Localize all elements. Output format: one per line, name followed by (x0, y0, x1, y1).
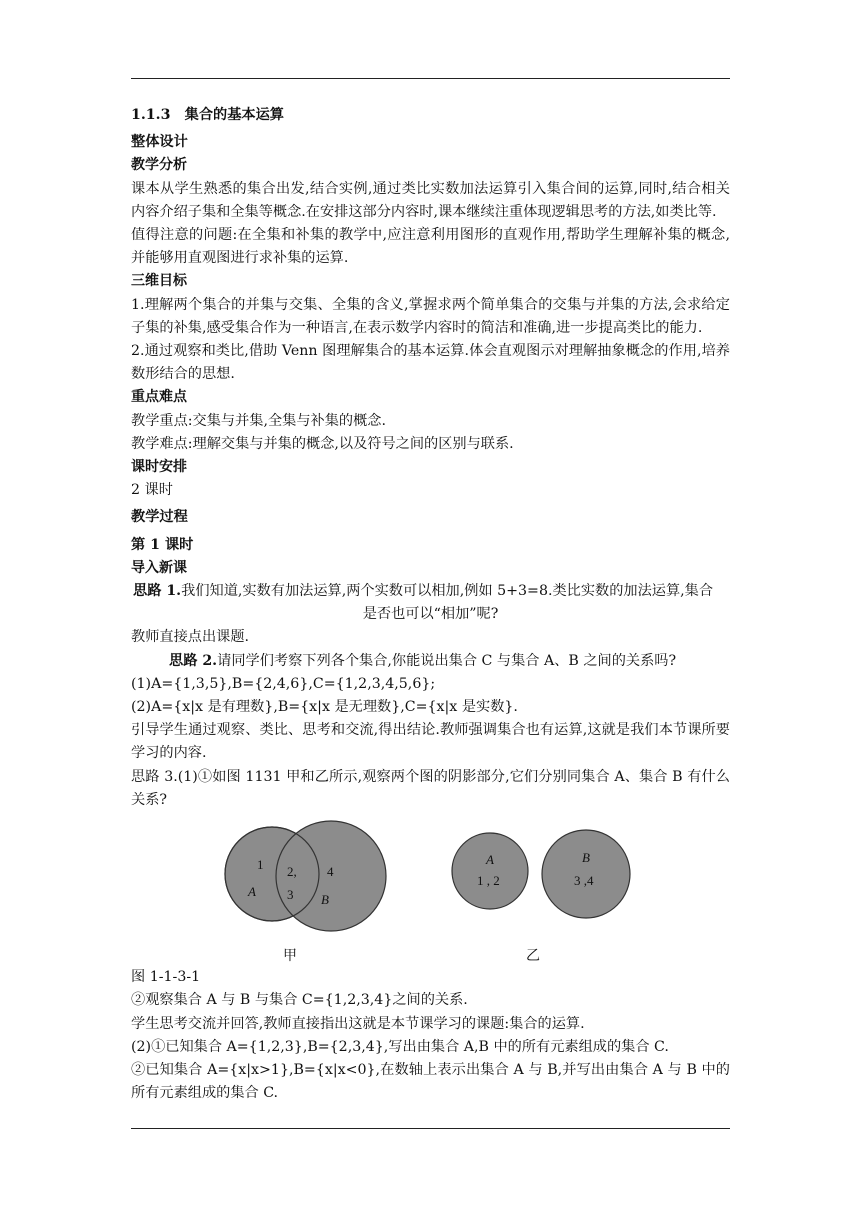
venn-left-a-name: A (248, 884, 256, 900)
goals-heading: 三维目标 (131, 273, 187, 290)
venn-left-b-name: B (321, 892, 329, 908)
idea-1 (131, 580, 730, 603)
idea-1-label: 思路 1. (133, 583, 182, 600)
idea-2-item-2: (2)A={x|x 是有理数},B={x|x 是无理数},C={x|x 是实数}. (131, 699, 518, 716)
after-figure-paragraph-2: 学生思考交流并回答,教师直接指出这就是本节课学习的课题:集合的运算. (131, 1015, 585, 1032)
idea-1-text: 我们知道,实数有加法运算,两个实数可以相加,例如 5+3=8.类比实数的加法运算,集合 (181, 583, 714, 600)
idea-2-item-1: (1)A={1,3,5},B={2,4,6},C={1,2,3,4,5,6}; (131, 675, 436, 692)
lesson-title: 第 1 课时 (131, 536, 194, 553)
analysis-heading: 教学分析 (131, 157, 187, 174)
venn-diagram (131, 816, 730, 966)
after-figure-paragraph-1: ②观察集合 A 与 B 与集合 C={1,2,3,4}之间的关系. (131, 992, 468, 1009)
key-points-paragraph-2: 教学难点:理解交集与并集的概念,以及符号之间的区别与联系. (131, 435, 514, 452)
key-points-heading: 重点难点 (131, 389, 187, 406)
venn-figure (131, 816, 730, 966)
venn-right-b-name: B (582, 850, 590, 866)
key-points-paragraph-1: 教学重点:交集与并集,全集与补集的概念. (131, 412, 386, 429)
venn-right-circle-a (452, 833, 528, 909)
goals-paragraph-2: 2.通过观察和类比,借助 Venn 图理解集合的基本运算.体会直观图示对理解抽象概念的作用,培养数形结合的思想. (131, 343, 730, 383)
venn-label-right: 乙 (526, 948, 540, 965)
after-figure-paragraph-3: (2)①已知集合 A={1,2,3},B={2,3,4},写出由集合 A,B 中的所有元素组成的集合 C. (131, 1038, 669, 1055)
venn-left-mid-2: 3 (287, 887, 294, 903)
schedule-heading: 课时安排 (131, 459, 187, 476)
idea-1-continuation: 是否也可以“相加”呢? (362, 606, 499, 623)
idea-2-text: 请同学们考察下列各个集合,你能说出集合 C 与集合 A、B 之间的关系吗? (217, 652, 677, 669)
document-body (131, 100, 730, 1105)
goals-paragraph-1: 1.理解两个集合的并集与交集、全集的含义,掌握求两个简单集合的交集与并集的方法,会求给定子集的补集,感受集合作为一种语言,在表示数学内容时的简洁和准确,进一步提高类比的能力. (131, 296, 730, 336)
idea-3: 思路 3.(1)①如图 1131 甲和乙所示,观察两个图的阴影部分,它们分别同集合 A、集合 B 有什么关系? (131, 768, 730, 808)
after-figure-paragraph-4: ②已知集合 A={x|x>1},B={x|x<0},在数轴上表示出集合 A 与 B,并写出由集合 A 与 B 中的所有元素组成的集合 C. (131, 1061, 730, 1102)
process-title: 教学过程 (131, 509, 188, 526)
venn-label-left: 甲 (283, 948, 297, 965)
idea-1-after: 教师直接点出课题. (131, 629, 250, 646)
analysis-paragraph-1: 课本从学生熟悉的集合出发,结合实例,通过类比实数加法运算引入集合间的运算,同时,结合相关内容介绍子集和全集等概念.在安排这部分内容时,课本继续注重体现逻辑思考的方法,如类比等. (131, 180, 730, 220)
footer-rule (131, 1128, 730, 1129)
venn-left-a-num: 1 (257, 857, 264, 873)
intro-heading: 导入新课 (131, 559, 187, 576)
venn-right-a-name: A (486, 852, 494, 868)
schedule-paragraph: 2 课时 (131, 482, 173, 499)
venn-right-a-elems: 1 , 2 (477, 873, 500, 889)
analysis-paragraph-2: 值得注意的问题:在全集和补集的教学中,应注意利用图形的直观作用,帮助学生理解补集的概念,并能够用直观图进行求补集的运算. (131, 227, 730, 267)
venn-left-mid-1: 2, (287, 864, 297, 880)
idea-2 (131, 650, 730, 673)
figure-caption: 图 1-1-3-1 (131, 969, 201, 986)
doc-subtitle: 整体设计 (131, 134, 188, 151)
idea-2-label: 思路 2. (169, 652, 218, 669)
idea-2-after: 引导学生通过观察、类比、思考和交流,得出结论.教师强调集合也有运算,这就是我们本节课所要学习的内容. (131, 722, 730, 762)
doc-title: 1.1.3 集合的基本运算 (131, 107, 284, 123)
header-rule (131, 78, 730, 79)
venn-right-b-elems: 3 ,4 (574, 873, 594, 889)
venn-left-b-num: 4 (327, 864, 334, 880)
